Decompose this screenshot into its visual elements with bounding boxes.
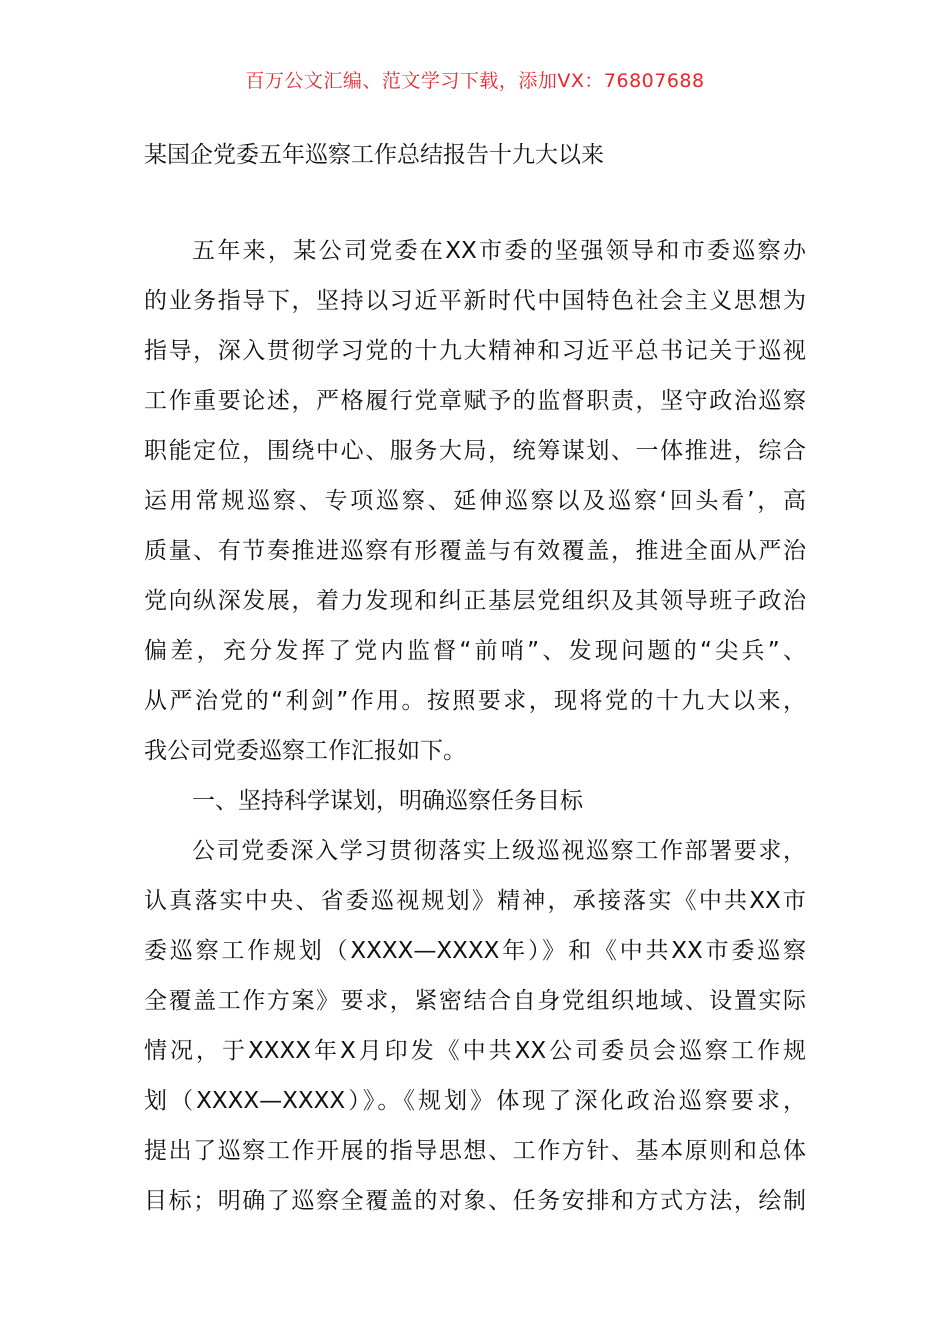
paragraph-line: 党向纵深发展，着力发现和纠正基层党组织及其领导班子政治 [144, 588, 806, 614]
paragraph-line: 公司党委深入学习贯彻落实上级巡视巡察工作部署要求， [192, 838, 806, 864]
paragraph-line: 的业务指导下，坚持以习近平新时代中国特色社会主义思想为 [144, 288, 806, 314]
paragraph-line: 质量、有节奏推进巡察有形覆盖与有效覆盖，推进全面从严治 [144, 538, 806, 564]
paragraph-line: 五年来，某公司党委在XX市委的坚强领导和市委巡察办 [192, 238, 806, 264]
paragraph-line: 划（XXXX—XXXX）》。《规划》体现了深化政治巡察要求， [144, 1088, 806, 1114]
paragraph-line: 偏差，充分发挥了党内监督“前哨”、发现问题的“尖兵”、 [144, 638, 806, 664]
section-heading: 一、坚持科学谋划，明确巡察任务目标 [192, 788, 583, 814]
document-title: 某国企党委五年巡察工作总结报告十九大以来 [144, 142, 604, 168]
paragraph-line: 我公司党委巡察工作汇报如下。 [144, 738, 466, 764]
paragraph-line: 提出了巡察工作开展的指导思想、工作方针、基本原则和总体 [144, 1138, 806, 1164]
paragraph-line: 全覆盖工作方案》要求，紧密结合自身党组织地域、设置实际 [144, 988, 806, 1014]
watermark-header: 百万公文汇编、范文学习下载，添加VX：76807688 [245, 70, 705, 92]
paragraph-line: 运用常规巡察、专项巡察、延伸巡察以及巡察‘回头看’，高 [144, 488, 806, 514]
paragraph-line: 工作重要论述，严格履行党章赋予的监督职责，坚守政治巡察 [144, 388, 806, 414]
paragraph-line: 情况，于XXXX年X月印发《中共XX公司委员会巡察工作规 [144, 1038, 806, 1064]
paragraph-line: 目标；明确了巡察全覆盖的对象、任务安排和方式方法，绘制 [144, 1188, 806, 1214]
paragraph-line: 职能定位，围绕中心、服务大局，统筹谋划、一体推进，综合 [144, 438, 806, 464]
paragraph-line: 委巡察工作规划（XXXX—XXXX年）》和《中共XX市委巡察 [144, 938, 806, 964]
paragraph-line: 认真落实中央、省委巡视规划》精神，承接落实《中共XX市 [144, 888, 806, 914]
paragraph-line: 从严治党的“利剑”作用。按照要求，现将党的十九大以来， [144, 688, 806, 714]
paragraph-line: 指导，深入贯彻学习党的十九大精神和习近平总书记关于巡视 [144, 338, 806, 364]
